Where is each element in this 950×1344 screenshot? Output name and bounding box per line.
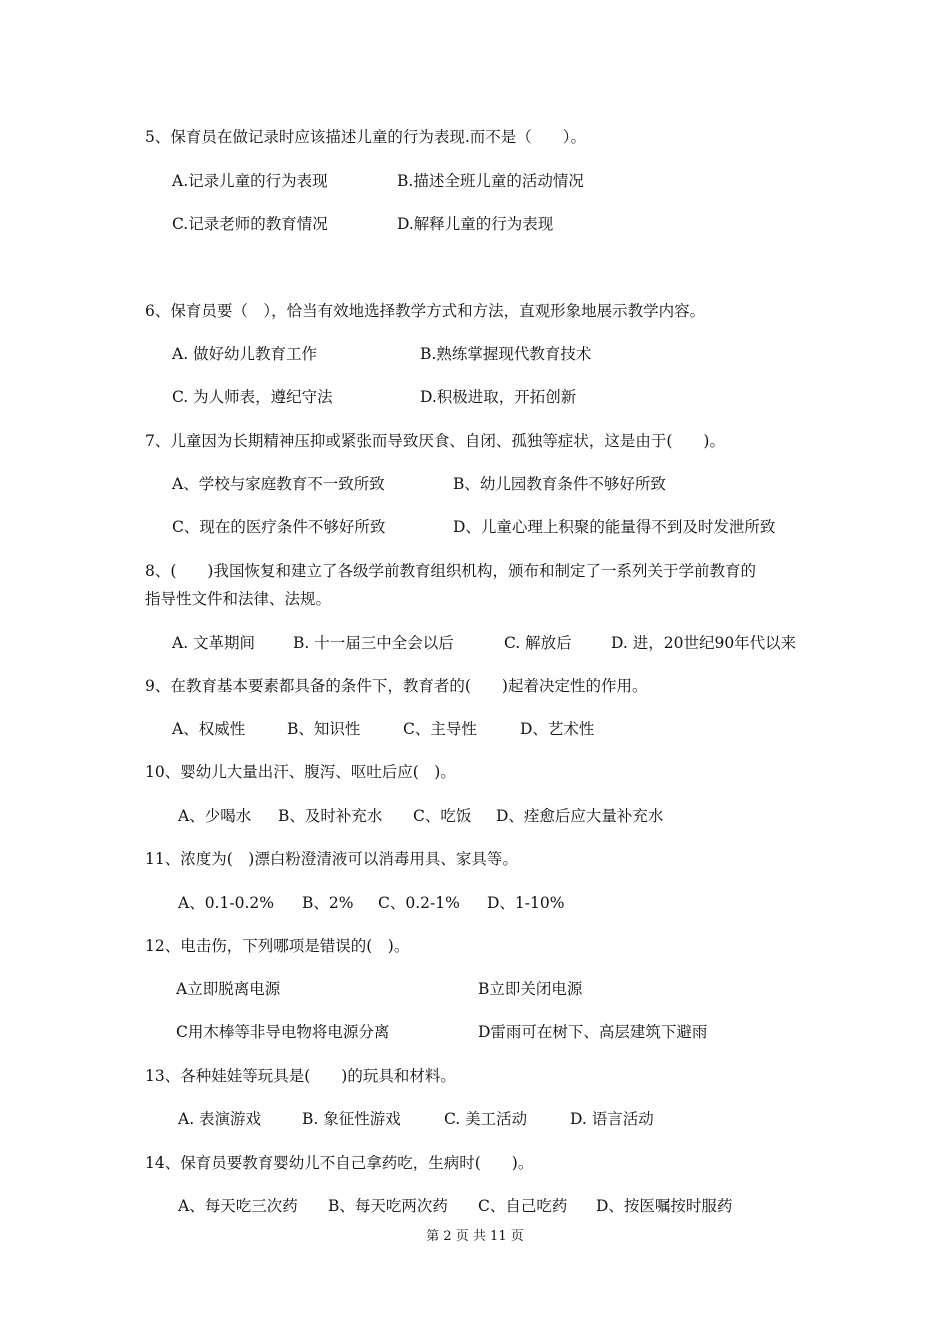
question-8-option-a: A. 文革期间	[172, 634, 256, 652]
question-14-option-d: D、按医嘱按时服药	[596, 1197, 733, 1215]
question-13-option-b: B. 象征性游戏	[302, 1110, 401, 1128]
question-11-option-d: D、1-10%	[487, 894, 565, 912]
question-7-stem: 7、儿童因为长期精神压抑或紧张而导致厌食、自闭、孤独等症状，这是由于( )。	[145, 432, 725, 450]
question-11-option-a: A、0.1-0.2%	[178, 894, 274, 912]
question-11-option-b: B、2%	[302, 894, 354, 912]
question-8-stem-line-1: 8、( )我国恢复和建立了各级学前教育组织机构，颁布和制定了一系列关于学前教育的	[145, 562, 756, 580]
question-7-option-a: A、学校与家庭教育不一致所致	[172, 475, 385, 493]
question-6-stem: 6、保育员要（ ），恰当有效地选择教学方式和方法，直观形象地展示教学内容。	[145, 302, 706, 320]
question-9-option-c: C、主导性	[403, 720, 477, 738]
question-5-option-c: C.记录老师的教育情况	[172, 215, 328, 233]
question-12-option-d: D雷雨可在树下、高层建筑下避雨	[478, 1023, 708, 1041]
question-11-option-c: C、0.2-1%	[378, 894, 460, 912]
question-13-stem: 13、各种娃娃等玩具是( )的玩具和材料。	[145, 1067, 456, 1085]
question-10-stem: 10、婴幼儿大量出汗、腹泻、呕吐后应( )。	[145, 763, 456, 781]
question-5-option-a: A.记录儿童的行为表现	[172, 172, 328, 190]
question-7-option-d: D、儿童心理上积聚的能量得不到及时发泄所致	[453, 518, 776, 536]
question-6-option-a: A. 做好幼儿教育工作	[172, 345, 318, 363]
question-10-option-c: C、吃饭	[413, 807, 472, 825]
question-6-option-c: C. 为人师表，遵纪守法	[172, 388, 333, 406]
question-12-option-a: A立即脱离电源	[176, 980, 281, 998]
question-9-option-d: D、艺术性	[520, 720, 595, 738]
question-12-stem: 12、电击伤，下列哪项是错误的( )。	[145, 937, 410, 955]
question-9-stem: 9、在教育基本要素都具备的条件下，教育者的( )起着决定性的作用。	[145, 677, 648, 695]
question-13-option-a: A. 表演游戏	[178, 1110, 262, 1128]
page-number-footer: 第 2 页 共 11 页	[426, 1229, 524, 1244]
question-13-option-d: D. 语言活动	[570, 1110, 654, 1128]
question-13-option-c: C. 美工活动	[444, 1110, 528, 1128]
question-6-option-d: D.积极进取，开拓创新	[420, 388, 577, 406]
question-10-option-d: D、痊愈后应大量补充水	[496, 807, 664, 825]
question-8-option-c: C. 解放后	[504, 634, 572, 652]
question-14-option-b: B、每天吃两次药	[328, 1197, 448, 1215]
question-8-option-b: B. 十一届三中全会以后	[293, 634, 454, 652]
question-5-option-b: B.描述全班儿童的活动情况	[397, 172, 584, 190]
question-14-option-a: A、每天吃三次药	[178, 1197, 298, 1215]
question-7-option-c: C、现在的医疗条件不够好所致	[172, 518, 386, 536]
question-14-option-c: C、自己吃药	[478, 1197, 568, 1215]
question-9-option-b: B、知识性	[287, 720, 361, 738]
question-8-option-d: D. 进，20世纪90年代以来	[611, 634, 797, 652]
question-6-option-b: B.熟练掌握现代教育技术	[420, 345, 592, 363]
question-5-stem: 5、保育员在做记录时应该描述儿童的行为表现.而不是（ ）。	[145, 128, 587, 146]
question-10-option-b: B、及时补充水	[278, 807, 383, 825]
question-14-stem: 14、保育员要教育婴幼儿不自己拿药吃，生病时( )。	[145, 1154, 534, 1172]
question-10-option-a: A、少喝水	[178, 807, 252, 825]
question-7-option-b: B、幼儿园教育条件不够好所致	[453, 475, 666, 493]
question-11-stem: 11、浓度为( )漂白粉澄清液可以消毒用具、家具等。	[145, 850, 518, 868]
question-12-option-b: B立即关闭电源	[478, 980, 583, 998]
question-8-stem-line-2: 指导性文件和法律、法规。	[145, 590, 332, 608]
question-9-option-a: A、权威性	[172, 720, 246, 738]
question-5-option-d: D.解释儿童的行为表现	[397, 215, 554, 233]
question-12-option-c: C用木棒等非导电物将电源分离	[176, 1023, 390, 1041]
